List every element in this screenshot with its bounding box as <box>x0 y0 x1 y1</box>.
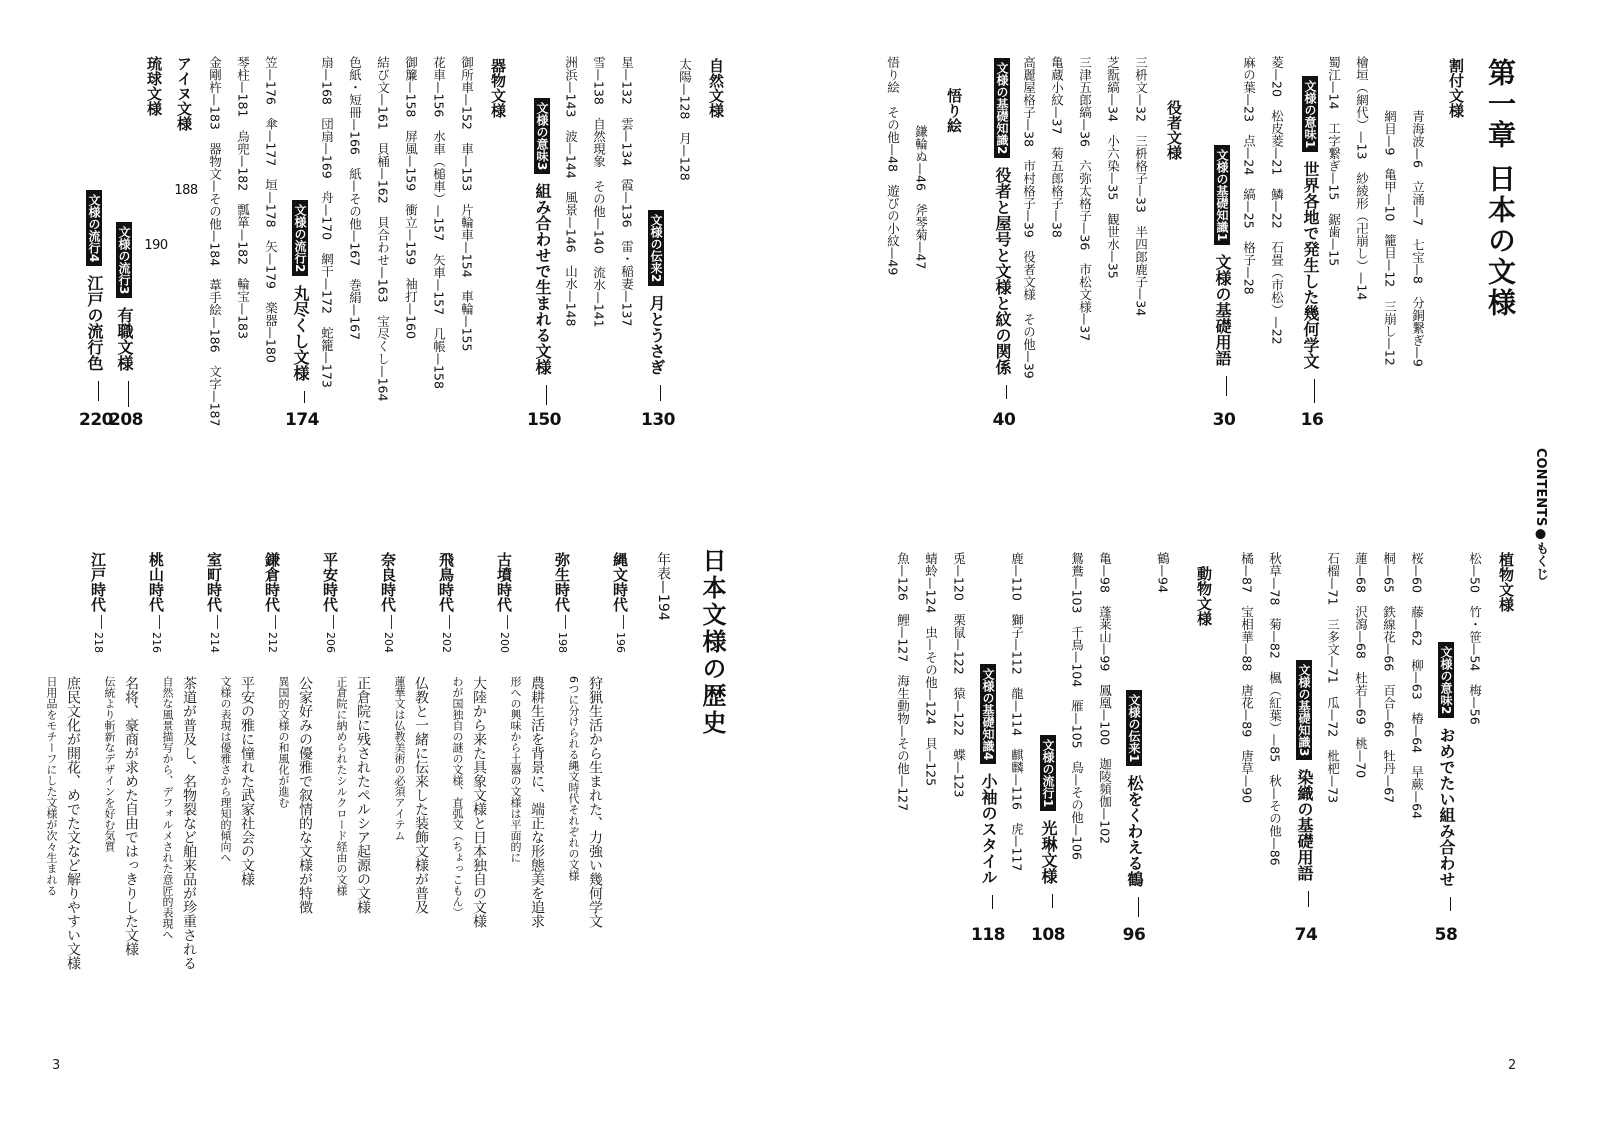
feature-leader <box>1138 897 1140 917</box>
entry-shi1[interactable]: 太陽—128 月—128 <box>677 58 693 181</box>
feature-denrai1-page: 96 <box>1122 925 1146 945</box>
era-name: 弥生時代 <box>553 552 571 612</box>
era-name: 奈良時代 <box>379 552 397 612</box>
feature-leader <box>98 381 100 401</box>
feature-kiso4-page: 118 <box>971 925 1005 945</box>
feature-title: 染織の基礎用語 <box>1295 769 1314 882</box>
era-subdescription: 文様の表現は優雅さから理知的傾向へ <box>219 676 232 863</box>
feature-imi3[interactable] <box>534 98 550 409</box>
entry-sho2[interactable]: 桜—60 藤—62 柳—63 椿—64 早蕨—64 <box>1409 552 1425 820</box>
entry-sat2[interactable]: 悟り絵 その他—48 遊びの小紋—49 <box>885 56 901 276</box>
era-leader <box>391 615 392 629</box>
era-description: 狩猟生活から生まれた、力強い幾何学文 <box>587 676 603 928</box>
entry-shi3[interactable]: 雪—138 自然現象 その他—140 流水—141 <box>591 56 607 328</box>
contents-label: CONTENTS●もくじ <box>1533 448 1548 581</box>
entry-ki5[interactable]: 色紙・短冊—166 紙—その他—167 巻絹—167 <box>347 56 363 341</box>
entry-do3[interactable]: 鴛鴦—103 千鳥—104 雁—105 鳥—その他—106 <box>1069 552 1085 860</box>
era-subdescription: 異国的文様の和風化が進む <box>277 676 290 808</box>
feature-kiso1[interactable] <box>1214 145 1230 400</box>
entry-yaku1[interactable]: 三枡文—32 三枡格子—33 半四郎鹿子—34 <box>1133 56 1149 317</box>
entry-ki8[interactable]: 琴柱—181 烏兜—182 瓢箪—182 輪宝—183 <box>235 56 251 339</box>
section-ainu: アイヌ文様 <box>175 56 193 131</box>
feature-leader <box>1226 376 1228 396</box>
feature-badge: 文様の意味3 <box>534 98 550 174</box>
feature-title: 文様の基礎用語 <box>1213 254 1232 367</box>
feature-ryuko1[interactable] <box>1040 735 1056 912</box>
era-description: 大陸から来た具象文様と日本独自の文様 <box>471 676 487 928</box>
section-dobutsu: 動物文様 <box>1195 566 1213 626</box>
feature-leader <box>1450 897 1452 911</box>
era-name: 古墳時代 <box>495 552 513 612</box>
entry-sho3[interactable]: 桐—65 鉄線花—66 百合—66 牡丹—67 <box>1381 552 1397 804</box>
era-page: 212 <box>266 632 279 653</box>
feature-leader <box>1308 891 1310 907</box>
entry-sat1[interactable]: 鎌輪ぬ—46 斧琴菊—47 <box>913 125 929 270</box>
era-description: 茶道が普及し、名物裂など舶来品が珍重される <box>181 676 197 970</box>
era-subdescription: 自然な風景描写から、デフォルメされた意匠的表現へ <box>161 676 174 940</box>
era-leader <box>623 615 624 629</box>
feature-title: 小袖のスタイル <box>979 773 998 886</box>
feature-title: 有職文様 <box>115 307 134 372</box>
entry-ki9[interactable]: 金剛杵—183 器物文—その他—184 葦手絵—186 文字—187 <box>207 56 223 427</box>
feature-badge: 文様の流行2 <box>292 200 308 276</box>
feature-leader <box>128 381 130 407</box>
section-waritsuke: 割付文様 <box>1447 58 1465 118</box>
feature-imi1-page: 16 <box>1300 410 1324 430</box>
era-heading[interactable] <box>380 552 395 653</box>
entry-ki6[interactable]: 扇—168 団扇—169 舟—170 網干—172 蛇籠—173 <box>319 56 335 388</box>
era-heading[interactable] <box>206 552 221 653</box>
entry-wari6[interactable]: 麻の葉—23 点—24 縞—25 格子—28 <box>1241 56 1257 295</box>
era-page: 214 <box>208 632 221 653</box>
feature-leader <box>1052 894 1054 908</box>
entry-shi4[interactable]: 洲浜—143 波—144 風景—146 山水—148 <box>563 56 579 327</box>
feature-kiso3-page: 74 <box>1294 925 1318 945</box>
feature-badge: 文様の流行3 <box>116 222 132 298</box>
era-heading[interactable] <box>148 552 163 653</box>
feature-leader <box>992 895 994 909</box>
entry-do6[interactable]: 蜻蛉—124 虫—その他—124 貝—125 <box>923 552 939 787</box>
feature-badge: 文様の意味2 <box>1438 642 1454 718</box>
entry-yaku4[interactable]: 亀蔵小紋—37 菊五郎格子—38 <box>1049 56 1065 238</box>
feature-denrai1[interactable] <box>1126 690 1142 921</box>
feature-kiso4[interactable] <box>980 664 996 913</box>
feature-badge: 文様の伝来2 <box>648 210 664 286</box>
feature-leader <box>1314 379 1316 403</box>
era-page: 216 <box>150 632 163 653</box>
era-leader <box>507 615 508 629</box>
feature-denrai2-page: 130 <box>641 410 675 430</box>
entry-sho7[interactable]: 橘—87 宝相華—88 唐花—89 唐草—90 <box>1239 552 1255 804</box>
feature-kiso2[interactable] <box>994 58 1010 403</box>
feature-ryuko3[interactable] <box>116 222 132 411</box>
era-description: 仏教と一緒に伝来した装飾文様が普及 <box>413 676 429 914</box>
feature-leader <box>660 385 662 401</box>
ryukyu-page: 190 <box>144 238 168 253</box>
era-heading[interactable] <box>554 552 569 653</box>
era-leader <box>449 615 450 629</box>
era-description: 平安の雅に憧れた武家社会の文様 <box>239 676 255 886</box>
era-page: 204 <box>382 632 395 653</box>
feature-imi1[interactable] <box>1302 76 1318 407</box>
entry-wari5[interactable]: 菱—20 松皮菱—21 鱗—22 石畳（市松）—22 <box>1269 56 1285 345</box>
era-name: 平安時代 <box>321 552 339 612</box>
feature-title: 組み合わせで生まれる文様 <box>533 183 552 376</box>
feature-title: 松をくわえる鶴 <box>1125 775 1144 888</box>
feature-leader <box>304 391 306 403</box>
feature-kiso3[interactable] <box>1296 660 1312 911</box>
era-description: 公家好みの優雅で叙情的な文様が特徴 <box>297 676 313 914</box>
era-name: 桃山時代 <box>147 552 165 612</box>
entry-do5[interactable]: 兎—120 栗鼠—122 猿—122 蝶—123 <box>951 552 967 798</box>
era-subdescription: 日用品をモチーフにした文様が次々生まれる <box>45 676 58 896</box>
entry-do7[interactable]: 魚—126 鯉—127 海生動物—その他—127 <box>895 552 911 812</box>
era-heading[interactable] <box>438 552 453 653</box>
era-subdescription: 正倉院に納められたシルクロード経由の文様 <box>335 676 348 896</box>
feature-badge: 文様の意味1 <box>1302 76 1318 152</box>
feature-title: 世界各地で発生した幾何学文 <box>1301 161 1320 370</box>
entry-sho6[interactable]: 秋草—78 菊—82 楓（紅葉）—85 秋—その他—86 <box>1267 552 1283 866</box>
era-leader <box>159 615 160 629</box>
era-description: 名将、豪商が求めた自由ではっきりした文様 <box>123 676 139 956</box>
era-heading[interactable] <box>264 552 279 653</box>
era-subdescription: 6つに分けられる縄文時代それぞれの文様 <box>567 676 580 881</box>
entry-nenpyo[interactable]: 年表—194 <box>655 552 671 621</box>
entry-do4[interactable]: 鹿—110 獅子—112 龍—114 麒麟—116 虎—117 <box>1009 552 1025 872</box>
era-description: 農耕生活を背景に、端正な形態美を追求 <box>529 676 545 928</box>
feature-badge: 文様の伝来1 <box>1126 690 1142 766</box>
feature-badge: 文様の基礎知識3 <box>1296 660 1312 760</box>
era-subdescription: 蓮華文は仏教美術の必須アイテム <box>393 676 406 841</box>
era-subdescription: 伝統より斬新なデザインを好む気質 <box>103 676 116 852</box>
ainu-page: 188 <box>174 183 198 198</box>
era-leader <box>275 615 276 629</box>
feature-imi3-page: 150 <box>527 410 561 430</box>
feature-ryuko4[interactable] <box>86 190 102 405</box>
era-page: 200 <box>498 632 511 653</box>
feature-title: 月とうさぎ <box>647 295 666 376</box>
feature-title: 丸尽くし文様 <box>291 285 310 382</box>
feature-badge: 文様の基礎知識2 <box>994 58 1010 158</box>
entry-sho5[interactable]: 石榴—71 三多文—71 瓜—72 枇杷—73 <box>1325 552 1341 804</box>
era-page: 202 <box>440 632 453 653</box>
section-yakusha: 役者文様 <box>1165 100 1183 160</box>
feature-title: 江戸の流行色 <box>85 275 104 372</box>
feature-title: おめでたい組み合わせ <box>1437 727 1456 888</box>
entry-yaku3[interactable]: 三津五郎縞—36 六弥太格子—36 市松文様—37 <box>1077 56 1093 342</box>
entry-do1[interactable]: 鶴—94 <box>1155 552 1171 593</box>
section-ryukyu: 琉球文様 <box>145 56 163 116</box>
entry-yaku2[interactable]: 芝翫縞—34 小六染—35 観世水—35 <box>1105 56 1121 279</box>
era-heading[interactable] <box>612 552 627 653</box>
feature-badge: 文様の流行4 <box>86 190 102 266</box>
entry-ki4[interactable]: 結び文—161 貝桶—162 貝合わせ—163 宝尽くし—164 <box>375 56 391 402</box>
era-leader <box>217 615 218 629</box>
era-page: 218 <box>92 632 105 653</box>
section-satori: 悟り絵 <box>945 88 963 133</box>
chapter2-title: 日本文様の歴史 <box>698 548 726 737</box>
entry-yaku5[interactable]: 高麗屋格子—38 市村格子—39 役者文様 その他—39 <box>1021 56 1037 379</box>
feature-badge: 文様の基礎知識4 <box>980 664 996 764</box>
feature-leader <box>546 385 548 405</box>
entry-wari2[interactable]: 網目—9 亀甲—10 籠目—12 三崩し—12 <box>1382 110 1398 366</box>
entry-shi2[interactable]: 星—132 雲—134 霞—136 雷・稲妻—137 <box>619 56 635 327</box>
entry-ki7[interactable]: 笠—176 傘—177 垣—178 矢—179 楽器—180 <box>263 56 279 363</box>
feature-ryuko4-page: 220 <box>79 410 113 430</box>
feature-leader <box>1006 385 1008 399</box>
era-heading[interactable] <box>322 552 337 653</box>
feature-ryuko1-page: 108 <box>1031 925 1065 945</box>
era-page: 198 <box>556 632 569 653</box>
era-leader <box>101 615 102 629</box>
era-leader <box>565 615 566 629</box>
folio-right: 2 <box>1508 1058 1517 1073</box>
feature-kiso1-page: 30 <box>1212 410 1236 430</box>
era-leader <box>333 615 334 629</box>
era-heading[interactable] <box>90 552 105 653</box>
feature-ryuko3-page: 208 <box>109 410 143 430</box>
section-shokubutsu: 植物文様 <box>1497 552 1515 612</box>
era-page: 206 <box>324 632 337 653</box>
feature-title: 光琳文様 <box>1039 820 1058 885</box>
era-name: 飛鳥時代 <box>437 552 455 612</box>
feature-badge: 文様の基礎知識1 <box>1214 145 1230 245</box>
entry-sho1[interactable]: 松—50 竹・笹—54 梅—56 <box>1467 552 1483 725</box>
feature-ryuko2[interactable] <box>292 200 308 407</box>
feature-imi2-page: 58 <box>1434 925 1458 945</box>
era-page: 196 <box>614 632 627 653</box>
era-heading[interactable] <box>496 552 511 653</box>
feature-kiso2-page: 40 <box>992 410 1016 430</box>
feature-imi2[interactable] <box>1438 642 1454 915</box>
era-name: 縄文時代 <box>611 552 629 612</box>
chapter1-title: 第一章 日本の文様 <box>1484 58 1517 319</box>
entry-wari3[interactable]: 檜垣（網代）—13 紗綾形（卍崩し）—14 <box>1354 56 1370 301</box>
era-description: 庶民文化が開花、めでた文など解りやすい文様 <box>65 676 81 970</box>
section-shizen: 自然文様 <box>707 58 725 118</box>
era-subdescription: わが国独自の謎の文様、直弧文（ちょっこもん） <box>451 676 464 918</box>
entry-ki2[interactable]: 花車—156 水車（槌車）—157 矢車—157 几帳—158 <box>431 56 447 389</box>
feature-badge: 文様の流行1 <box>1040 735 1056 811</box>
era-subdescription: 形への興味から土器の文様は平面的に <box>509 676 522 863</box>
era-name: 室町時代 <box>205 552 223 612</box>
feature-denrai2[interactable] <box>648 210 664 405</box>
entry-wari4[interactable]: 蜀江—14 工字繋ぎ—15 鋸歯—15 <box>1326 56 1342 267</box>
era-name: 江戸時代 <box>89 552 107 612</box>
folio-left: 3 <box>52 1058 61 1073</box>
feature-title: 役者と屋号と文様と紋の関係 <box>993 167 1012 376</box>
entry-sho4[interactable]: 蓮—68 沢瀉—68 杜若—69 桃—70 <box>1353 552 1369 779</box>
entry-do2[interactable]: 亀—98 蓬莱山—99 鳳凰—100 迦陵頻伽—102 <box>1097 552 1113 845</box>
entry-ki3[interactable]: 御簾—158 屏風—159 衝立—159 䄂打—160 <box>403 56 419 339</box>
era-name: 鎌倉時代 <box>263 552 281 612</box>
section-kibutsu: 器物文様 <box>489 58 507 118</box>
era-description: 正倉院に残されたペルシア起源の文様 <box>355 676 371 914</box>
entry-ki1[interactable]: 御所車—152 車—153 片輪車—154 車輪—155 <box>459 56 475 352</box>
entry-wari1[interactable]: 青海波—6 立涌—7 七宝—8 分銅繋ぎ—9 <box>1410 110 1426 367</box>
feature-ryuko2-page: 174 <box>285 410 319 430</box>
